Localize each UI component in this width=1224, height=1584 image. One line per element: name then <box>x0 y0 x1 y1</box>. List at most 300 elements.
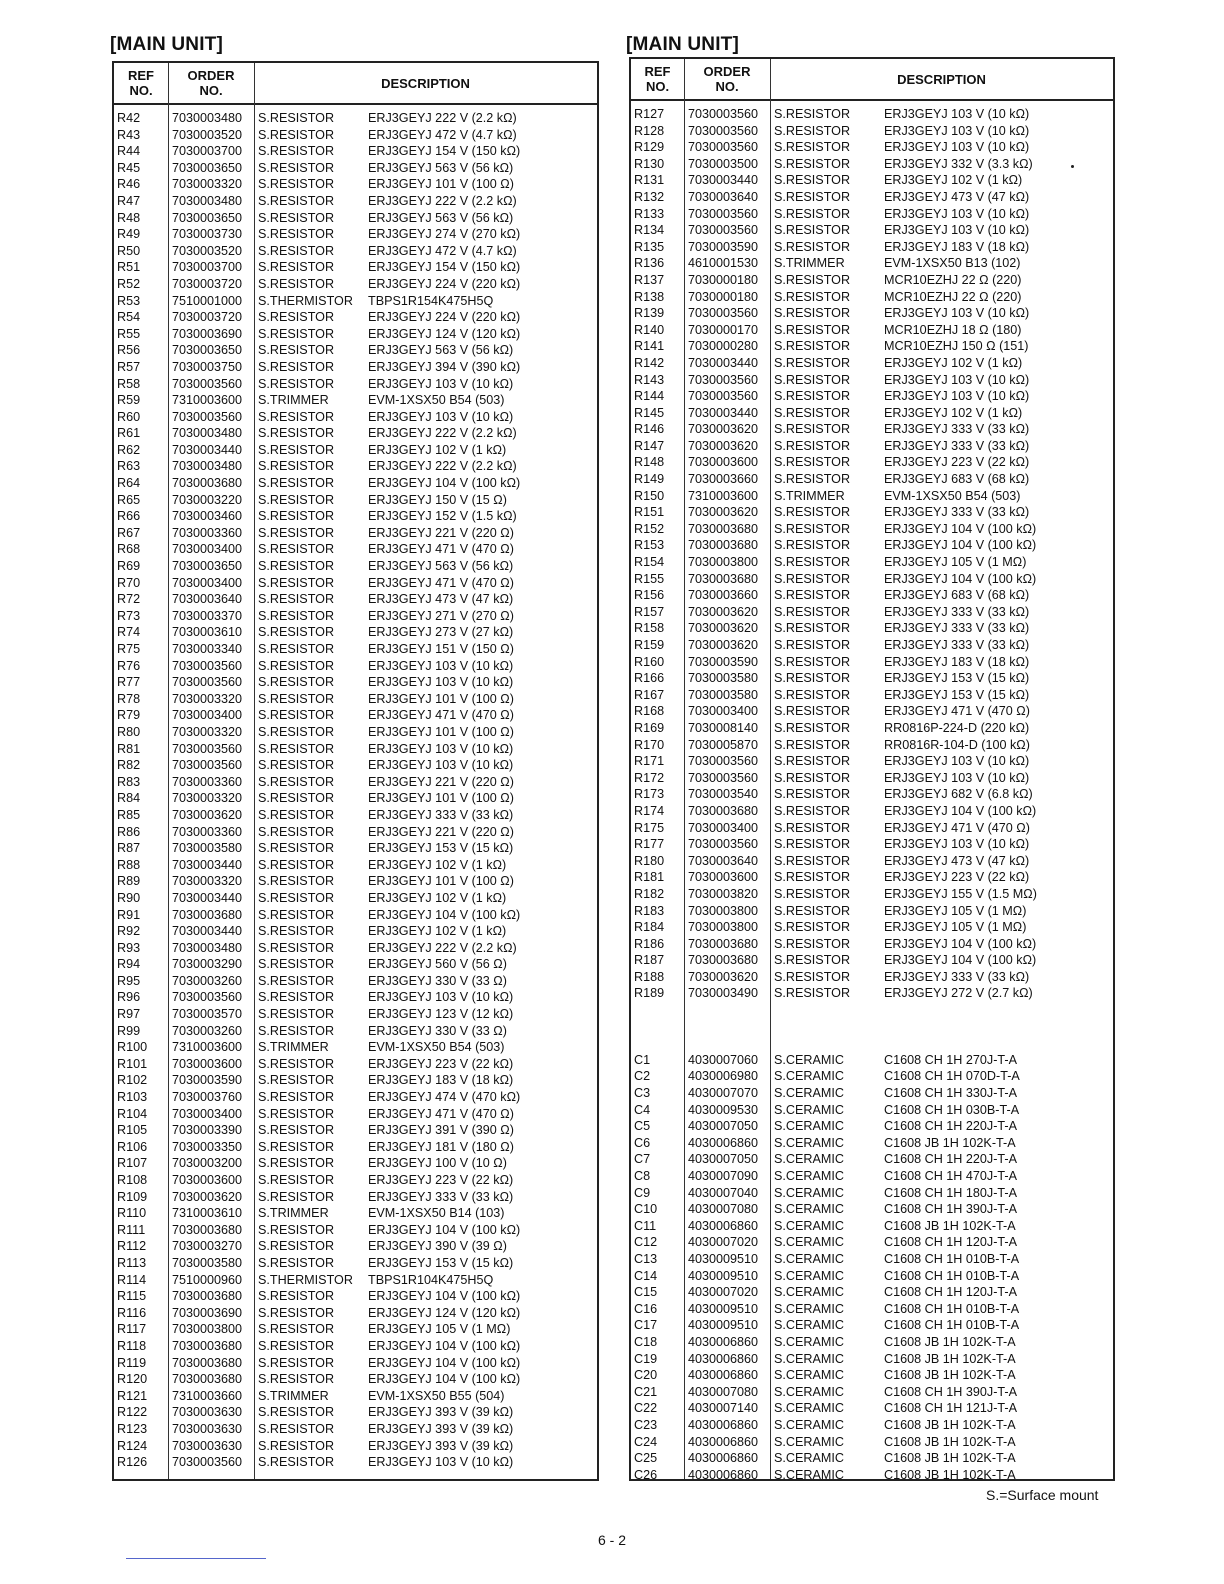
ref-no: R69 <box>117 559 141 574</box>
ref-no: R52 <box>117 276 141 291</box>
part-spec: C1608 CH 1H 010B-T-A <box>884 1268 1020 1283</box>
ref-no: R131 <box>634 173 665 188</box>
table-row <box>114 890 597 907</box>
table-row <box>631 1417 1113 1434</box>
part-spec: ERJ3GEYJ 333 V (33 kΩ) <box>884 604 1030 619</box>
part-type: S.RESISTOR <box>774 903 851 918</box>
order-no: 7030003640 <box>688 189 759 204</box>
part-spec: ERJ3GEYJ 104 V (100 kΩ) <box>884 953 1037 968</box>
part-type: S.RESISTOR <box>258 193 335 208</box>
order-no: 7030003680 <box>688 521 759 536</box>
table-row <box>114 956 597 973</box>
order-no: 7030003760 <box>172 1090 243 1105</box>
table-row <box>631 803 1113 820</box>
part-spec: ERJ3GEYJ 223 V (22 kΩ) <box>368 1173 514 1187</box>
part-type: S.RESISTOR <box>774 389 851 404</box>
part-spec: ERJ3GEYJ 472 V (4.7 kΩ) <box>368 243 517 258</box>
part-type: S.RESISTOR <box>258 160 335 175</box>
table-row <box>631 156 1113 173</box>
table-row <box>114 259 597 276</box>
ref-no: R174 <box>634 803 665 818</box>
ref-no: R116 <box>117 1305 147 1320</box>
part-spec: TBPS1R104K475H5Q <box>368 1272 494 1287</box>
part-type: S.RESISTOR <box>258 1222 335 1237</box>
ref-no: C11 <box>634 1218 657 1233</box>
table-row <box>114 1089 597 1106</box>
part-spec: ERJ3GEYJ 103 V (10 kΩ) <box>884 306 1030 321</box>
ref-no: R143 <box>634 372 665 387</box>
order-no: 7030003620 <box>688 969 759 984</box>
table-row <box>631 521 1113 538</box>
part-spec: ERJ3GEYJ 273 V (27 kΩ) <box>368 625 514 640</box>
ref-no: R91 <box>117 907 141 922</box>
table-row <box>114 1122 597 1139</box>
order-no: 7030003680 <box>172 1338 243 1353</box>
part-type: S.TRIMMER <box>774 256 845 271</box>
part-type: S.CERAMIC <box>774 1334 844 1349</box>
part-type: S.RESISTOR <box>258 326 335 341</box>
order-no: 7030003560 <box>172 758 243 773</box>
order-no: 7030003600 <box>172 1056 243 1071</box>
table-row <box>114 741 597 758</box>
ref-no: R54 <box>117 310 141 325</box>
part-type: S.TRIMMER <box>258 1206 329 1221</box>
table-row <box>114 492 597 509</box>
order-no: 7030003560 <box>688 770 759 785</box>
part-spec: ERJ3GEYJ 394 V (390 kΩ) <box>368 359 521 374</box>
order-no: 7030003680 <box>172 1372 243 1387</box>
part-type: S.CERAMIC <box>774 1384 844 1399</box>
part-type: S.CERAMIC <box>774 1052 844 1067</box>
ref-no: C10 <box>634 1202 658 1217</box>
part-spec: ERJ3GEYJ 332 V (3.3 kΩ) <box>884 156 1033 171</box>
table-row <box>631 670 1113 687</box>
table-row <box>114 1255 597 1272</box>
order-no: 7510001000 <box>172 293 243 308</box>
table-row <box>631 753 1113 770</box>
part-type: S.TRIMMER <box>258 1388 329 1403</box>
order-no: 4030006860 <box>688 1135 759 1150</box>
table-row <box>114 641 597 658</box>
order-no: 7030003700 <box>172 144 243 159</box>
ref-no: C9 <box>634 1185 651 1200</box>
order-no: 7030003650 <box>172 559 243 574</box>
part-type: S.RESISTOR <box>774 156 851 171</box>
part-type: S.RESISTOR <box>774 472 851 487</box>
order-no: 7030003560 <box>688 206 759 221</box>
order-no: 7030003680 <box>172 1355 243 1370</box>
ref-no: C20 <box>634 1368 658 1383</box>
order-no: 7030003590 <box>172 1073 243 1088</box>
ref-no: R149 <box>634 472 665 487</box>
ref-no: R82 <box>117 758 141 773</box>
part-spec: ERJ3GEYJ 153 V (15 kΩ) <box>368 841 514 856</box>
order-no: 7030003690 <box>172 1305 243 1320</box>
part-type: S.TRIMMER <box>774 488 845 503</box>
table-row <box>631 1317 1113 1334</box>
order-no: 7030003600 <box>172 1173 243 1187</box>
ref-no: C16 <box>634 1301 658 1316</box>
order-no: 7030003440 <box>172 890 243 905</box>
ref-no: R157 <box>634 604 665 619</box>
ref-no: R112 <box>117 1239 147 1254</box>
order-no: 7030003480 <box>172 426 243 441</box>
part-spec: ERJ3GEYJ 102 V (1 kΩ) <box>884 405 1023 420</box>
part-spec: ERJ3GEYJ 224 V (220 kΩ) <box>368 310 521 325</box>
ref-no: R63 <box>117 459 141 474</box>
part-spec: ERJ3GEYJ 221 V (220 Ω) <box>368 525 514 540</box>
part-spec: C1608 JB 1H 102K-T-A <box>884 1451 1016 1466</box>
part-spec: ERJ3GEYJ 103 V (10 kΩ) <box>368 758 514 773</box>
part-type: S.CERAMIC <box>774 1351 844 1366</box>
part-spec: ERJ3GEYJ 104 V (100 kΩ) <box>368 476 521 491</box>
part-spec: ERJ3GEYJ 333 V (33 kΩ) <box>884 621 1030 636</box>
ref-no: R120 <box>117 1372 148 1387</box>
part-spec: ERJ3GEYJ 471 V (470 Ω) <box>368 708 514 723</box>
part-spec: MCR10EZHJ 22 Ω (220) <box>884 272 1022 287</box>
part-type: S.TRIMMER <box>258 1040 329 1055</box>
order-no: 7030003560 <box>688 372 759 387</box>
part-type: S.RESISTOR <box>258 924 335 939</box>
order-no: 7030003400 <box>688 820 759 835</box>
table-row <box>631 1085 1113 1102</box>
part-spec: C1608 CH 1H 390J-T-A <box>884 1384 1017 1399</box>
part-spec: ERJ3GEYJ 474 V (470 kΩ) <box>368 1090 521 1105</box>
ref-no: R142 <box>634 355 665 370</box>
part-spec: C1608 CH 1H 030B-T-A <box>884 1102 1020 1117</box>
ref-no: R128 <box>634 123 665 138</box>
table-row <box>631 720 1113 737</box>
part-spec: ERJ3GEYJ 104 V (100 kΩ) <box>368 907 521 922</box>
part-type: S.RESISTOR <box>774 787 851 802</box>
ref-no: R110 <box>117 1206 147 1221</box>
ref-no: R123 <box>117 1421 148 1436</box>
ref-no: R145 <box>634 405 665 420</box>
part-type: S.RESISTOR <box>774 621 851 636</box>
table-row <box>631 488 1113 505</box>
table-row <box>114 1056 597 1073</box>
ref-no: R138 <box>634 289 665 304</box>
order-no: 7030003590 <box>688 654 759 669</box>
order-no: 4030007020 <box>688 1285 759 1300</box>
part-spec: ERJ3GEYJ 222 V (2.2 kΩ) <box>368 940 517 955</box>
ref-no: R66 <box>117 509 141 524</box>
part-spec: C1608 JB 1H 102K-T-A <box>884 1135 1016 1150</box>
ref-no: R155 <box>634 571 665 586</box>
table-row <box>114 1438 597 1455</box>
table-row <box>631 1251 1113 1268</box>
order-no: 7030003650 <box>172 160 243 175</box>
table-row <box>114 1006 597 1023</box>
ref-no: R48 <box>117 210 141 225</box>
part-spec: EVM-1XSX50 B14 (103) <box>368 1206 505 1221</box>
part-type: S.RESISTOR <box>774 638 851 652</box>
part-spec: ERJ3GEYJ 330 V (33 Ω) <box>368 973 507 988</box>
part-type: S.RESISTOR <box>774 438 851 453</box>
part-type: S.RESISTOR <box>774 107 851 121</box>
ref-no: R158 <box>634 621 665 636</box>
order-no: 7030003560 <box>688 107 759 121</box>
part-spec: ERJ3GEYJ 101 V (100 Ω) <box>368 724 514 739</box>
table-row <box>114 1338 597 1355</box>
part-spec: C1608 JB 1H 102K-T-A <box>884 1417 1016 1432</box>
part-spec: ERJ3GEYJ 222 V (2.2 kΩ) <box>368 459 517 474</box>
table-row <box>114 691 597 708</box>
order-no: 7030003290 <box>172 957 243 972</box>
part-type: S.RESISTOR <box>258 1139 335 1154</box>
part-type: S.RESISTOR <box>774 870 851 885</box>
part-type: S.RESISTOR <box>774 820 851 835</box>
part-type: S.RESISTOR <box>258 1239 335 1254</box>
part-type: S.RESISTOR <box>258 376 335 391</box>
ref-no: C1 <box>634 1052 651 1067</box>
part-spec: ERJ3GEYJ 124 V (120 kΩ) <box>368 1305 521 1320</box>
ref-no: R129 <box>634 140 665 155</box>
part-spec: ERJ3GEYJ 471 V (470 Ω) <box>884 704 1030 719</box>
table-row <box>114 143 597 160</box>
ref-no: C6 <box>634 1135 651 1150</box>
part-spec: EVM-1XSX50 B54 (503) <box>368 393 505 408</box>
order-no: 7030003800 <box>688 555 759 570</box>
part-spec: ERJ3GEYJ 473 V (47 kΩ) <box>368 592 514 607</box>
part-type: S.RESISTOR <box>258 1123 335 1138</box>
ref-no: R64 <box>117 476 141 491</box>
part-spec: ERJ3GEYJ 102 V (1 kΩ) <box>884 355 1023 370</box>
table-row <box>114 176 597 193</box>
ref-no: R126 <box>117 1455 148 1470</box>
order-no: 7030003590 <box>688 239 759 254</box>
part-type: S.RESISTOR <box>258 1421 335 1436</box>
part-type: S.RESISTOR <box>258 1305 335 1320</box>
part-spec: ERJ3GEYJ 103 V (10 kΩ) <box>884 140 1030 155</box>
part-type: S.THERMISTOR <box>258 293 353 308</box>
order-no: 4030009510 <box>688 1318 759 1333</box>
order-no: 7030003720 <box>172 276 243 291</box>
table-row <box>114 226 597 243</box>
ref-no: R109 <box>117 1189 148 1204</box>
table-row <box>631 886 1113 903</box>
part-type: S.RESISTOR <box>774 189 851 204</box>
table-row <box>631 1168 1113 1185</box>
table-row <box>631 770 1113 787</box>
order-no-header: ORDER NO. <box>187 68 235 98</box>
table-row <box>631 820 1113 837</box>
part-spec: ERJ3GEYJ 104 V (100 kΩ) <box>884 571 1037 586</box>
part-type: S.RESISTOR <box>774 272 851 287</box>
ref-no: R65 <box>117 492 141 507</box>
part-spec: ERJ3GEYJ 181 V (180 Ω) <box>368 1139 514 1154</box>
part-spec: ERJ3GEYJ 222 V (2.2 kΩ) <box>368 193 517 208</box>
ref-no: R137 <box>634 272 665 287</box>
ref-no: R85 <box>117 807 141 822</box>
part-type: S.RESISTOR <box>774 720 851 735</box>
part-spec: ERJ3GEYJ 104 V (100 kΩ) <box>884 538 1037 553</box>
part-spec: ERJ3GEYJ 333 V (33 kΩ) <box>884 422 1030 437</box>
table-row <box>114 1321 597 1338</box>
ref-no: R51 <box>117 260 141 275</box>
part-type: S.RESISTOR <box>774 754 851 769</box>
ref-no: R188 <box>634 969 665 984</box>
table-row <box>631 222 1113 239</box>
order-no: 7030003560 <box>688 306 759 321</box>
ref-no: R141 <box>634 339 665 354</box>
order-no: 7030003680 <box>172 1289 243 1304</box>
order-no: 7030003640 <box>172 592 243 607</box>
part-spec: C1608 CH 1H 270J-T-A <box>884 1052 1017 1067</box>
part-spec: TBPS1R154K475H5Q <box>368 293 494 308</box>
part-spec: C1608 CH 1H 121J-T-A <box>884 1401 1017 1416</box>
part-spec: ERJ3GEYJ 563 V (56 kΩ) <box>368 210 514 225</box>
part-spec: ERJ3GEYJ 102 V (1 kΩ) <box>368 442 507 457</box>
table-row <box>114 1355 597 1372</box>
ref-no: C8 <box>634 1169 651 1183</box>
table-row <box>114 276 597 293</box>
ref-no: R76 <box>117 658 141 673</box>
part-spec: ERJ3GEYJ 560 V (56 Ω) <box>368 957 507 972</box>
table-row <box>114 873 597 890</box>
ref-no: R127 <box>634 107 665 121</box>
order-no: 7030003620 <box>688 604 759 619</box>
table-row <box>114 1189 597 1206</box>
table-row <box>631 869 1113 886</box>
ref-no: R81 <box>117 741 141 756</box>
part-spec: ERJ3GEYJ 151 V (150 Ω) <box>368 642 514 656</box>
table-row <box>631 289 1113 306</box>
table-row <box>631 1135 1113 1152</box>
part-spec: ERJ3GEYJ 333 V (33 kΩ) <box>368 1189 514 1204</box>
ref-no: R99 <box>117 1023 141 1038</box>
part-type: S.RESISTOR <box>258 1156 335 1171</box>
ref-no: R156 <box>634 588 665 603</box>
part-spec: ERJ3GEYJ 153 V (15 kΩ) <box>884 671 1030 686</box>
order-no: 7030003260 <box>172 973 243 988</box>
ref-no: R171 <box>634 754 665 769</box>
table-row <box>114 293 597 310</box>
ref-no: R167 <box>634 687 665 702</box>
order-no: 7030003560 <box>172 990 243 1005</box>
ref-no: R166 <box>634 671 665 686</box>
order-no: 7030000170 <box>688 322 759 337</box>
part-type: S.RESISTOR <box>258 990 335 1005</box>
table-row <box>114 1272 597 1289</box>
part-type: S.RESISTOR <box>774 372 851 387</box>
ref-no: R108 <box>117 1173 148 1187</box>
part-type: S.CERAMIC <box>774 1268 844 1283</box>
table-row <box>114 973 597 990</box>
table-row <box>631 1002 1113 1019</box>
part-spec: ERJ3GEYJ 103 V (10 kΩ) <box>884 206 1030 221</box>
table-row <box>114 724 597 741</box>
order-no: 7030003680 <box>172 1222 243 1237</box>
part-spec: ERJ3GEYJ 333 V (33 kΩ) <box>884 638 1030 652</box>
part-spec: ERJ3GEYJ 101 V (100 Ω) <box>368 177 514 192</box>
part-spec: ERJ3GEYJ 333 V (33 kΩ) <box>884 969 1030 984</box>
order-no: 4030007140 <box>688 1401 759 1416</box>
ref-no: R73 <box>117 608 141 623</box>
part-spec: C1608 JB 1H 102K-T-A <box>884 1351 1016 1366</box>
part-type: S.RESISTOR <box>258 1007 335 1022</box>
part-type: S.RESISTOR <box>258 1173 335 1187</box>
order-no: 7030003580 <box>688 687 759 702</box>
part-type: S.CERAMIC <box>774 1368 844 1383</box>
footer-rule <box>126 1558 266 1559</box>
table-row <box>631 571 1113 588</box>
order-no: 7030003620 <box>172 807 243 822</box>
table-row <box>631 405 1113 422</box>
part-type: S.RESISTOR <box>258 310 335 325</box>
table-row <box>631 1334 1113 1351</box>
ref-no: R88 <box>117 857 141 872</box>
right-table-body <box>631 106 1113 1483</box>
order-no: 7030003260 <box>172 1023 243 1038</box>
part-type: S.RESISTOR <box>258 1255 335 1270</box>
part-spec: ERJ3GEYJ 103 V (10 kΩ) <box>884 107 1030 121</box>
table-row <box>631 421 1113 438</box>
table-row <box>114 707 597 724</box>
table-row <box>631 952 1113 969</box>
table-row <box>631 836 1113 853</box>
order-no: 4030006860 <box>688 1351 759 1366</box>
table-row <box>114 608 597 625</box>
ref-no: C26 <box>634 1467 658 1482</box>
part-spec: ERJ3GEYJ 154 V (150 kΩ) <box>368 144 521 159</box>
table-row <box>114 160 597 177</box>
part-spec: ERJ3GEYJ 105 V (1 MΩ) <box>884 555 1027 570</box>
ref-no: R170 <box>634 737 665 752</box>
order-no: 7030003520 <box>172 243 243 258</box>
table-row <box>114 1106 597 1123</box>
table-row <box>114 774 597 791</box>
table-row <box>631 985 1113 1002</box>
part-spec: C1608 JB 1H 102K-T-A <box>884 1334 1016 1349</box>
part-type: S.CERAMIC <box>774 1185 844 1200</box>
order-no: 7030003610 <box>172 625 243 640</box>
ref-no: R53 <box>117 293 141 308</box>
table-row <box>631 1151 1113 1168</box>
order-no: 4030006980 <box>688 1069 759 1084</box>
order-no: 7030003440 <box>688 355 759 370</box>
table-row <box>114 425 597 442</box>
table-row <box>114 1238 597 1255</box>
ref-no: R72 <box>117 592 141 607</box>
part-spec: ERJ3GEYJ 471 V (470 Ω) <box>368 542 514 557</box>
order-no: 7030003620 <box>688 638 759 652</box>
order-no: 7030003440 <box>172 442 243 457</box>
part-type: S.CERAMIC <box>774 1152 844 1167</box>
order-no: 7030003560 <box>688 837 759 852</box>
order-no: 7030000180 <box>688 272 759 287</box>
ref-no: R184 <box>634 920 665 935</box>
part-type: S.RESISTOR <box>258 1322 335 1337</box>
part-type: S.RESISTOR <box>258 1372 335 1387</box>
table-row <box>114 127 597 144</box>
table-row <box>631 687 1113 704</box>
part-type: S.RESISTOR <box>258 1023 335 1038</box>
part-type: S.RESISTOR <box>774 422 851 437</box>
order-no: 4030006860 <box>688 1434 759 1449</box>
order-no: 4030007020 <box>688 1235 759 1250</box>
table-row <box>631 305 1113 322</box>
part-spec: MCR10EZHJ 22 Ω (220) <box>884 289 1022 304</box>
ref-no: R152 <box>634 521 665 536</box>
order-no: 7030003400 <box>172 708 243 723</box>
part-spec: ERJ3GEYJ 103 V (10 kΩ) <box>368 741 514 756</box>
part-spec: ERJ3GEYJ 330 V (33 Ω) <box>368 1023 507 1038</box>
ref-no: R106 <box>117 1139 148 1154</box>
order-no: 7030003480 <box>172 940 243 955</box>
left-parts-table <box>112 61 599 1481</box>
order-no: 7030003700 <box>172 260 243 275</box>
